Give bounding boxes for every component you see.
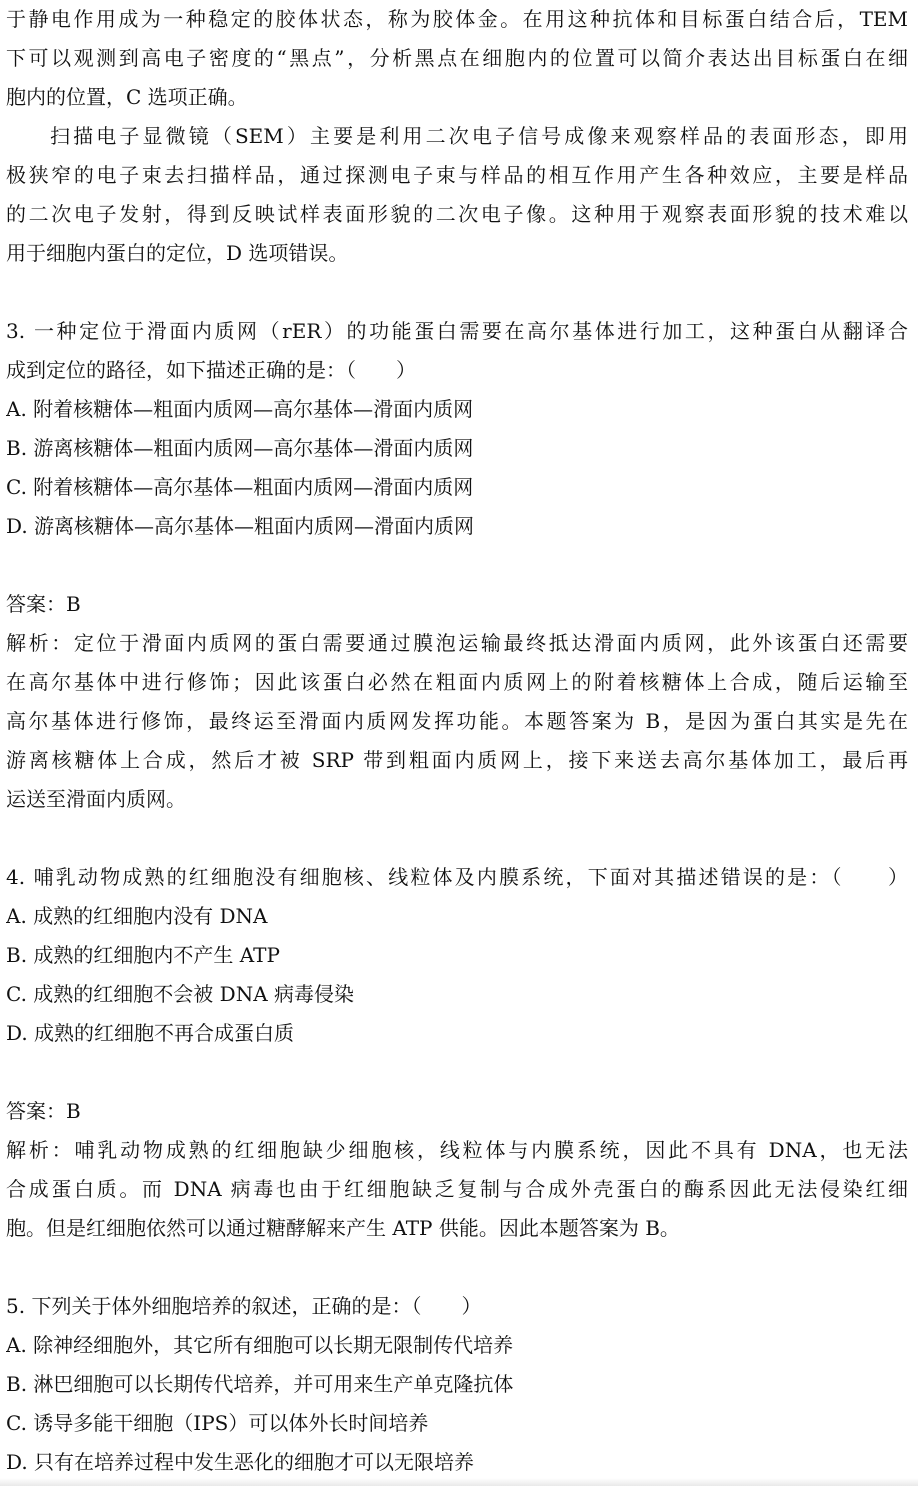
intro-paragraph-2-line-2: 极狭窄的电子束去扫描样品，通过探测电子束与样品的相互作用产生各种效应，主要是样品	[6, 163, 908, 187]
question-5-option-a: A. 除神经细胞外，其它所有细胞可以长期无限制传代培养	[6, 1333, 514, 1357]
question-4-option-b: B. 成熟的红细胞内不产生 ATP	[6, 943, 280, 967]
question-4-analysis-line-2: 合成蛋白质。而 DNA 病毒也由于红细胞缺乏复制与合成外壳蛋白的酶系因此无法侵染红细	[6, 1177, 908, 1201]
intro-paragraph-1-line-2: 下可以观测到高电子密度的“黑点”，分析黑点在细胞内的位置可以简介表达出目标蛋白在细	[6, 46, 908, 70]
question-4-stem-line-1: 4. 哺乳动物成熟的红细胞没有细胞核、线粒体及内膜系统，下面对其描述错误的是：（ ）	[6, 865, 908, 889]
question-3-option-b: B. 游离核糖体—粗面内质网—高尔基体—滑面内质网	[6, 436, 474, 460]
question-5-option-b: B. 淋巴细胞可以长期传代培养，并可用来生产单克隆抗体	[6, 1372, 514, 1396]
intro-paragraph-2-line-3: 的二次电子发射，得到反映试样表面形貌的二次电子像。这种用于观察表面形貌的技术难以	[6, 202, 908, 226]
intro-paragraph-2-line-4: 用于细胞内蛋白的定位，D 选项错误。	[6, 241, 349, 265]
question-4-analysis-line-1: 解析：哺乳动物成熟的红细胞缺少细胞核，线粒体与内膜系统，因此不具有 DNA，也无法	[6, 1138, 908, 1162]
question-5-option-c: C. 诱导多能干细胞（IPS）可以体外长时间培养	[6, 1411, 429, 1435]
question-3-analysis-line-2: 在高尔基体中进行修饰；因此该蛋白必然在粗面内质网上的附着核糖体上合成，随后运输至	[6, 670, 908, 694]
question-4-option-c: C. 成熟的红细胞不会被 DNA 病毒侵染	[6, 982, 354, 1006]
question-3-option-a: A. 附着核糖体—粗面内质网—高尔基体—滑面内质网	[6, 397, 474, 421]
question-3-analysis-line-3: 高尔基体进行修饰，最终运至滑面内质网发挥功能。本题答案为 B，是因为蛋白其实是先在	[6, 709, 908, 733]
question-5-stem-line-1: 5. 下列关于体外细胞培养的叙述，正确的是：（ ）	[6, 1294, 482, 1318]
question-3-analysis-line-4: 游离核糖体上合成，然后才被 SRP 带到粗面内质网上，接下来送去高尔基体加工，最后再	[6, 748, 908, 772]
question-4-answer: 答案：B	[6, 1099, 81, 1123]
intro-paragraph-2-line-1: 扫描电子显微镜（SEM）主要是利用二次电子信号成像来观察样品的表面形态，即用	[50, 124, 908, 148]
intro-paragraph-1-line-1: 于静电作用成为一种稳定的胶体状态，称为胶体金。在用这种抗体和目标蛋白结合后，TEM	[6, 7, 908, 31]
question-3-option-d: D. 游离核糖体—高尔基体—粗面内质网—滑面内质网	[6, 514, 475, 538]
question-3-option-c: C. 附着核糖体—高尔基体—粗面内质网—滑面内质网	[6, 475, 474, 499]
intro-paragraph-1-line-3: 胞内的位置，C 选项正确。	[6, 85, 248, 109]
question-3-stem-line-1: 3. 一种定位于滑面内质网（rER）的功能蛋白需要在高尔基体进行加工，这种蛋白从翻译合	[6, 319, 908, 343]
question-3-analysis-line-5: 运送至滑面内质网。	[6, 787, 186, 811]
page-bottom-edge	[0, 1478, 918, 1486]
question-5-option-d: D. 只有在培养过程中发生恶化的细胞才可以无限培养	[6, 1450, 475, 1474]
question-4-option-d: D. 成熟的红细胞不再合成蛋白质	[6, 1021, 295, 1045]
question-3-answer: 答案：B	[6, 592, 81, 616]
question-3-stem-line-2: 成到定位的路径，如下描述正确的是：（ ）	[6, 358, 416, 382]
question-3-analysis-line-1: 解析：定位于滑面内质网的蛋白需要通过膜泡运输最终抵达滑面内质网，此外该蛋白还需要	[6, 631, 908, 655]
question-4-option-a: A. 成熟的红细胞内没有 DNA	[6, 904, 268, 928]
question-4-analysis-line-3: 胞。但是红细胞依然可以通过糖酵解来产生 ATP 供能。因此本题答案为 B。	[6, 1216, 680, 1240]
